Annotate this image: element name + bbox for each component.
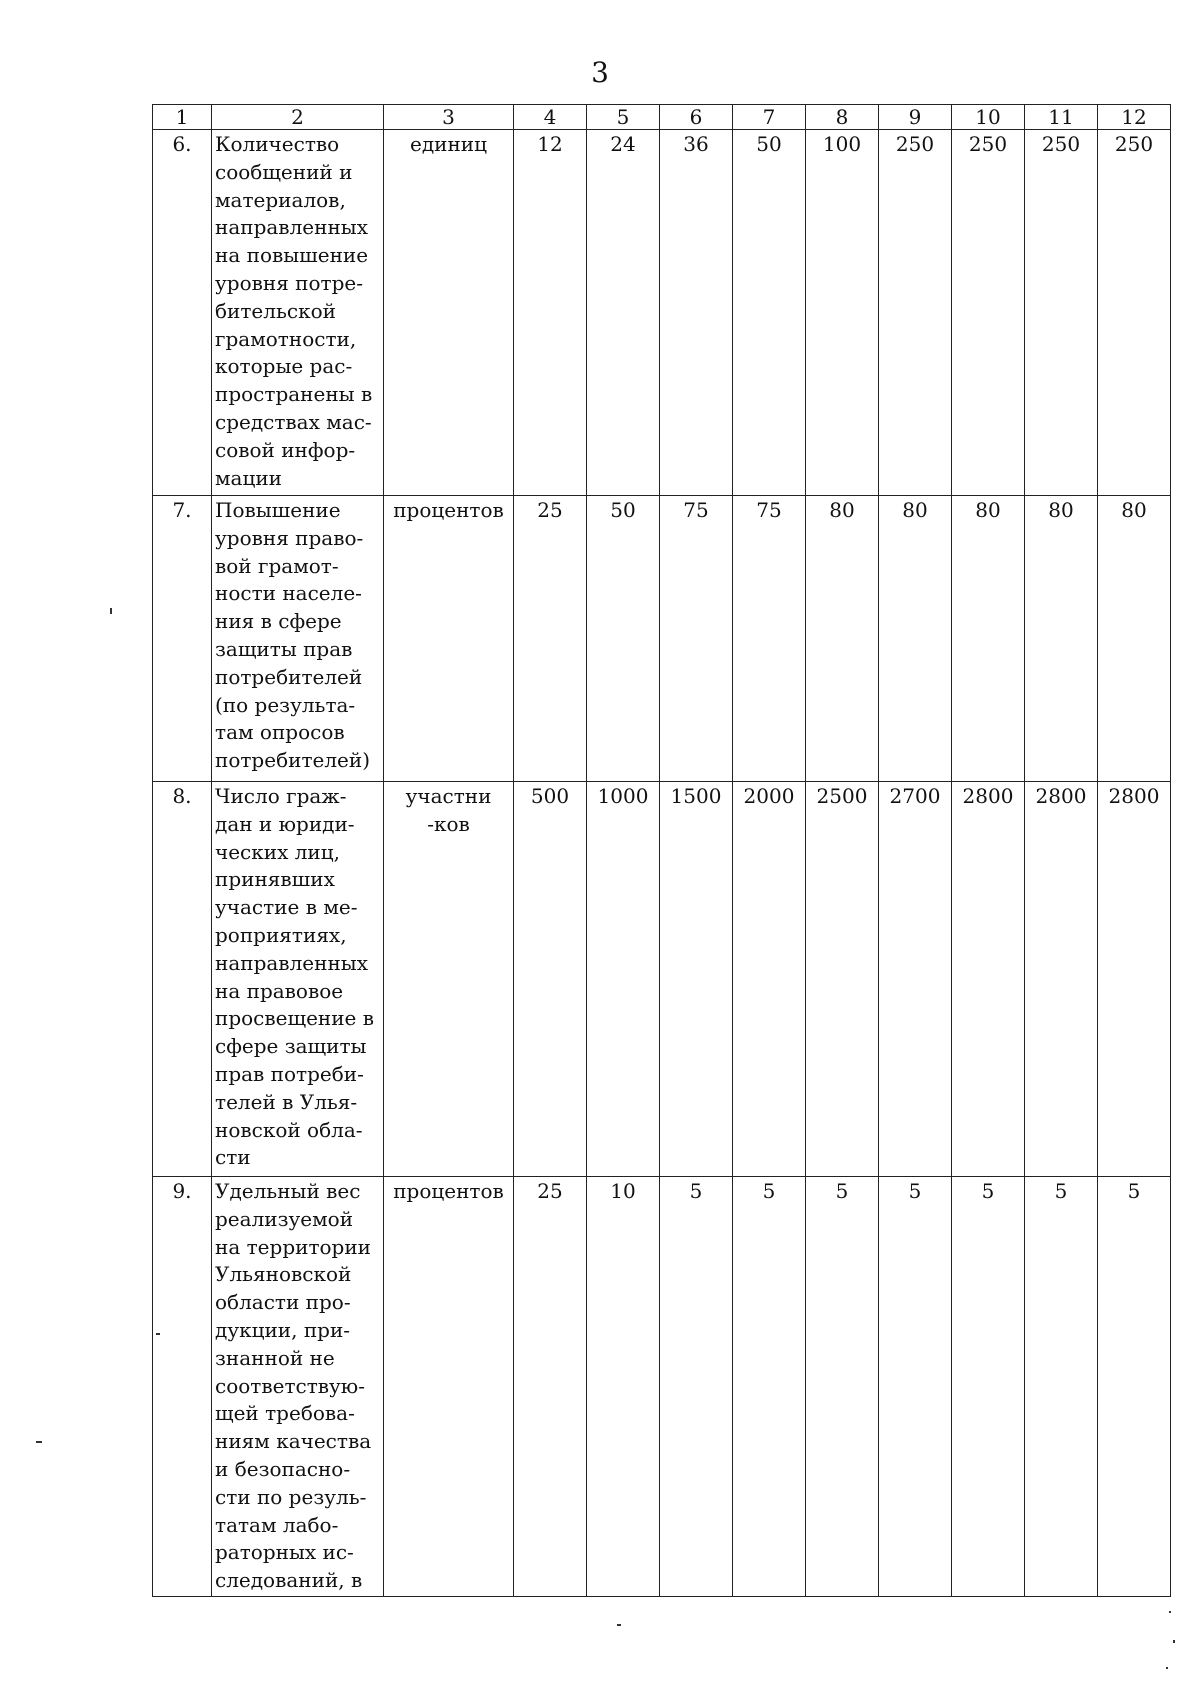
- description-line: прав потреби-: [215, 1061, 364, 1086]
- value-cell: 80: [952, 496, 1025, 782]
- description-line: которые рас-: [215, 354, 353, 379]
- value-cell: 5: [1098, 1177, 1171, 1597]
- description-line: вой грамот-: [215, 553, 339, 578]
- unit-of-measure: [384, 1177, 514, 1597]
- description-line: роприятиях,: [215, 922, 347, 947]
- value-cell: 5: [952, 1177, 1025, 1597]
- scan-speck: [617, 1624, 621, 1626]
- value-cell: 50: [733, 130, 806, 496]
- unit-of-measure: [384, 782, 514, 1177]
- description-line: материалов,: [215, 187, 346, 212]
- scan-speck: [110, 608, 112, 614]
- value-cell: 75: [660, 496, 733, 782]
- value-cell: 2700: [879, 782, 952, 1177]
- description-line: на территории: [215, 1234, 372, 1259]
- description-line: участие в ме-: [215, 895, 358, 920]
- description-line: знанной не: [215, 1345, 335, 1370]
- description-line: грамотности,: [215, 326, 357, 351]
- scan-speck: [36, 1441, 42, 1443]
- value-cell: 12: [514, 130, 587, 496]
- unit-of-measure: [384, 130, 514, 496]
- table-row: [153, 496, 1171, 782]
- scan-speck: [156, 1333, 160, 1335]
- value-cell: 1500: [660, 782, 733, 1177]
- value-cell: 36: [660, 130, 733, 496]
- description-line: совой инфор-: [215, 437, 356, 462]
- description-line: потребителей): [215, 748, 371, 773]
- unit-text: процентов: [393, 498, 504, 522]
- value-cell: 2800: [1025, 782, 1098, 1177]
- column-header: 9: [879, 105, 952, 130]
- column-header: 7: [733, 105, 806, 130]
- indicator-description: [212, 782, 384, 1177]
- indicators-table: [152, 104, 1171, 1597]
- value-cell: 50: [587, 496, 660, 782]
- description-line: области про-: [215, 1290, 351, 1315]
- description-line: соответствую-: [215, 1373, 365, 1398]
- description-line: дукции, при-: [215, 1317, 351, 1342]
- description-line: направленных: [215, 215, 368, 240]
- value-cell: 5: [660, 1177, 733, 1597]
- value-cell: 250: [1025, 130, 1098, 496]
- description-line: (по результа-: [215, 692, 356, 717]
- description-line: новской обла-: [215, 1117, 363, 1142]
- description-line: сти: [215, 1145, 251, 1170]
- column-header: 4: [514, 105, 587, 130]
- value-cell: 80: [806, 496, 879, 782]
- description-line: средствах мас-: [215, 409, 372, 434]
- value-cell: 250: [1098, 130, 1171, 496]
- value-cell: 100: [806, 130, 879, 496]
- description-line: просвещение в: [215, 1006, 375, 1031]
- value-cell: 24: [587, 130, 660, 496]
- indicator-description: [212, 130, 384, 496]
- row-index: 7.: [153, 496, 212, 782]
- column-header: 8: [806, 105, 879, 130]
- value-cell: 25: [514, 496, 587, 782]
- description-line: сообщений и: [215, 159, 353, 184]
- column-header: 1: [153, 105, 212, 130]
- column-header: 11: [1025, 105, 1098, 130]
- description-line: татам лабо-: [215, 1512, 339, 1537]
- value-cell: 500: [514, 782, 587, 1177]
- description-line: ческих лиц,: [215, 839, 340, 864]
- value-cell: 250: [879, 130, 952, 496]
- value-cell: 75: [733, 496, 806, 782]
- description-line: пространены в: [215, 382, 373, 407]
- column-header: 5: [587, 105, 660, 130]
- value-cell: 5: [733, 1177, 806, 1597]
- row-index: 8.: [153, 782, 212, 1177]
- description-line: реализуемой: [215, 1206, 354, 1231]
- description-line: и безопасно-: [215, 1456, 351, 1481]
- row-index: 9.: [153, 1177, 212, 1597]
- description-line: щей требова-: [215, 1401, 355, 1426]
- table-row: [153, 1177, 1171, 1597]
- description-line: потребителей: [215, 664, 363, 689]
- value-cell: 1000: [587, 782, 660, 1177]
- description-line: принявших: [215, 867, 335, 892]
- column-header: 3: [384, 105, 514, 130]
- scan-speck: [1173, 1640, 1175, 1643]
- value-cell: 5: [806, 1177, 879, 1597]
- value-cell: 2500: [806, 782, 879, 1177]
- scan-speck: [1169, 1611, 1171, 1613]
- description-line: следований, в: [215, 1568, 363, 1593]
- description-line: мации: [215, 465, 283, 490]
- column-header: 12: [1098, 105, 1171, 130]
- description-line: ния в сфере: [215, 609, 342, 634]
- value-cell: 10: [587, 1177, 660, 1597]
- header-row: [153, 105, 1171, 130]
- value-cell: 250: [952, 130, 1025, 496]
- scan-speck: [1166, 1667, 1168, 1669]
- table-row: [153, 782, 1171, 1177]
- description-line: телей в Улья-: [215, 1089, 358, 1114]
- row-index: 6.: [153, 130, 212, 496]
- description-line: направленных: [215, 950, 368, 975]
- value-cell: 80: [879, 496, 952, 782]
- value-cell: 5: [879, 1177, 952, 1597]
- unit-text: участни-ков: [405, 784, 492, 836]
- value-cell: 80: [1098, 496, 1171, 782]
- description-line: защиты прав: [215, 636, 353, 661]
- description-line: дан и юриди-: [215, 811, 355, 836]
- unit-text: единиц: [409, 132, 487, 156]
- value-cell: 25: [514, 1177, 587, 1597]
- description-line: Повышение: [215, 498, 341, 522]
- description-line: уровня право-: [215, 525, 364, 550]
- description-line: ниям качества: [215, 1429, 372, 1454]
- description-line: сфере защиты: [215, 1034, 367, 1059]
- indicator-description: [212, 1177, 384, 1597]
- column-header: 2: [212, 105, 384, 130]
- value-cell: 2000: [733, 782, 806, 1177]
- description-line: раторных ис-: [215, 1540, 354, 1565]
- description-line: Удельный вес: [215, 1179, 361, 1203]
- description-line: Число граж-: [215, 784, 347, 808]
- page-number: 3: [591, 56, 609, 89]
- description-line: там опросов: [215, 720, 345, 745]
- unit-of-measure: [384, 496, 514, 782]
- value-cell: 2800: [1098, 782, 1171, 1177]
- description-line: Количество: [215, 132, 340, 156]
- value-cell: 2800: [952, 782, 1025, 1177]
- description-line: бительской: [215, 298, 336, 323]
- indicator-description: [212, 496, 384, 782]
- column-header: 6: [660, 105, 733, 130]
- value-cell: 80: [1025, 496, 1098, 782]
- unit-text: процентов: [393, 1179, 504, 1203]
- value-cell: 5: [1025, 1177, 1098, 1597]
- description-line: на повышение: [215, 243, 369, 268]
- description-line: Ульяновской: [215, 1262, 352, 1287]
- description-line: ности населе-: [215, 581, 362, 606]
- description-line: сти по резуль-: [215, 1484, 367, 1509]
- description-line: уровня потре-: [215, 270, 364, 295]
- table-row: [153, 130, 1171, 496]
- description-line: на правовое: [215, 978, 344, 1003]
- column-header: 10: [952, 105, 1025, 130]
